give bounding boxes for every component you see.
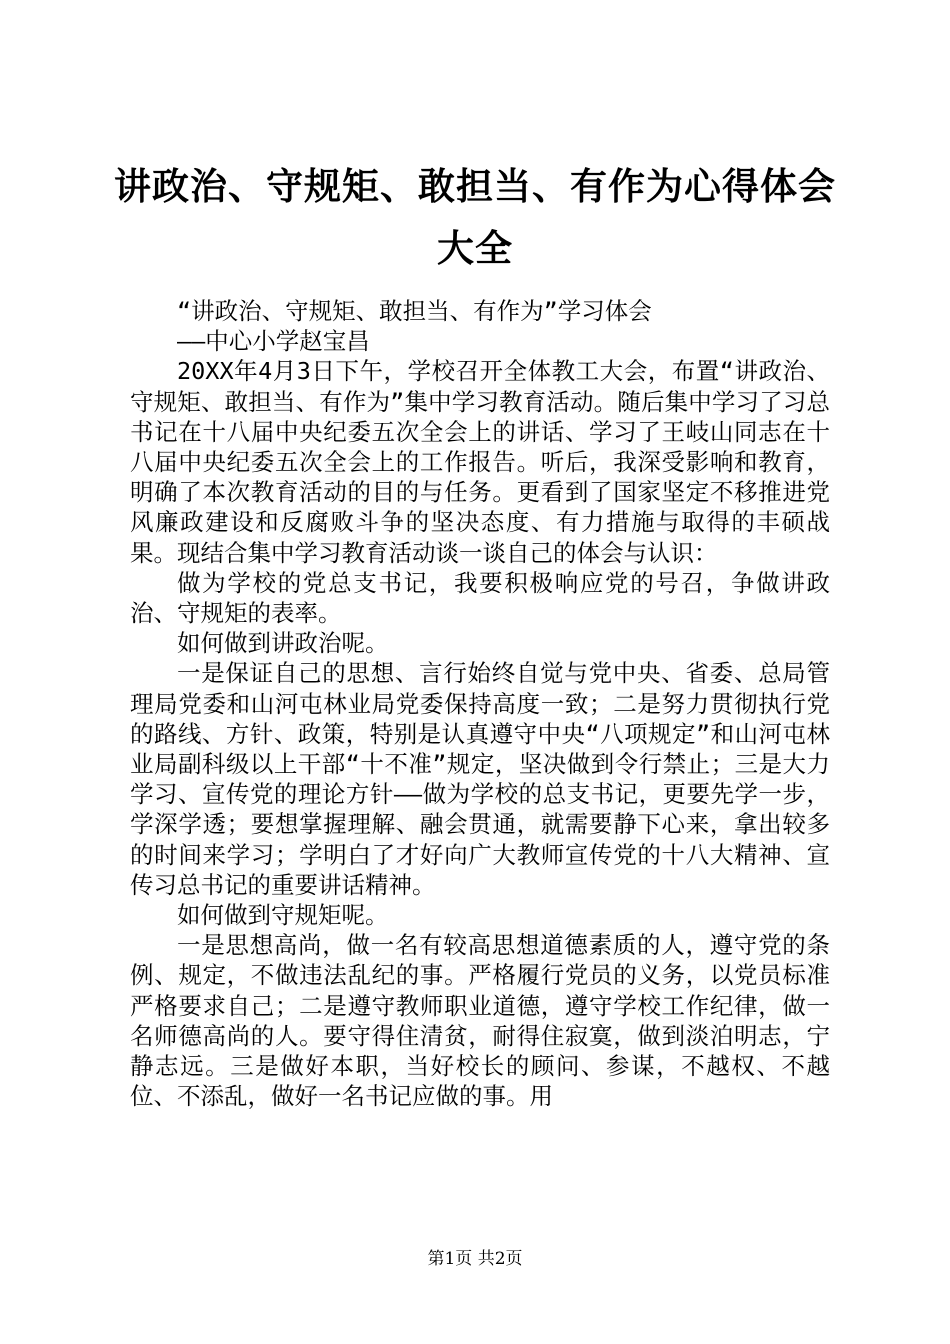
subtitle: “讲政治、守规矩、敢担当、有作为”学习体会 [177, 297, 652, 325]
document-body [130, 296, 830, 1111]
heading-rules: 如何做到守规矩呢。 [177, 901, 389, 930]
paragraph-role: 做为学校的党总支书记，我要积极响应党的号召，争做讲政治、守规矩的表率。 [130, 568, 830, 628]
page-footer: 第1页 共2页 [427, 1249, 523, 1269]
paragraph-rules: 一是思想高尚，做一名有较高思想道德素质的人，遵守党的条例、规定，不做违法乱纪的事。严格履行党员的义务，以党员标准严格要求自己；二是遵守教师职业道德，遵守学校工作纪律，做一名师德高尚的人。要守得住清贫，耐得住寂寞，做到淡泊明志，宁静志远。三是做好本职，当好校长的顾问、参谋，不越权、不越位、不添乱，做好一名书记应做的事。用 [130, 931, 830, 1111]
paragraph-intro: 20XX年4月3日下午，学校召开全体教工大会，布置“讲政治、守规矩、敢担当、有作为”集中学习教育活动。随后集中学习了习总书记在十八届中央纪委五次全会上的讲话、学习了王岐山同志在十八届中央纪委五次全会上的工作报告。听后，我深受影响和教育，明确了本次教育活动的目的与任务。更看到了国家坚定不移推进党风廉政建设和反腐败斗争的坚决态度、有力措施与取得的丰硕战果。现结合集中学习教育活动谈一谈自己的体会与认识： [130, 357, 830, 567]
document-title: 讲政治、守规矩、敢担当、有作为心得体会大全 [114, 164, 836, 270]
author-line: ——中心小学赵宝昌 [177, 327, 370, 356]
paragraph-politics: 一是保证自己的思想、言行始终自觉与党中央、省委、总局管理局党委和山河屯林业局党委保持高度一致；二是努力贯彻执行党的路线、方针、政策，特别是认真遵守中央“八项规定”和山河屯林业局副科级以上干部“十不准”规定，坚决做到令行禁止；三是大力学习、宣传党的理论方针——做为学校的总支书记，更要先学一步，学深学透；要想掌握理解、融会贯通，就需要静下心来，拿出较多的时间来学习；学明白了才好向广大教师宣传党的十八大精神、宣传习总书记的重要讲话精神。 [130, 659, 830, 899]
heading-politics: 如何做到讲政治呢。 [177, 629, 389, 658]
